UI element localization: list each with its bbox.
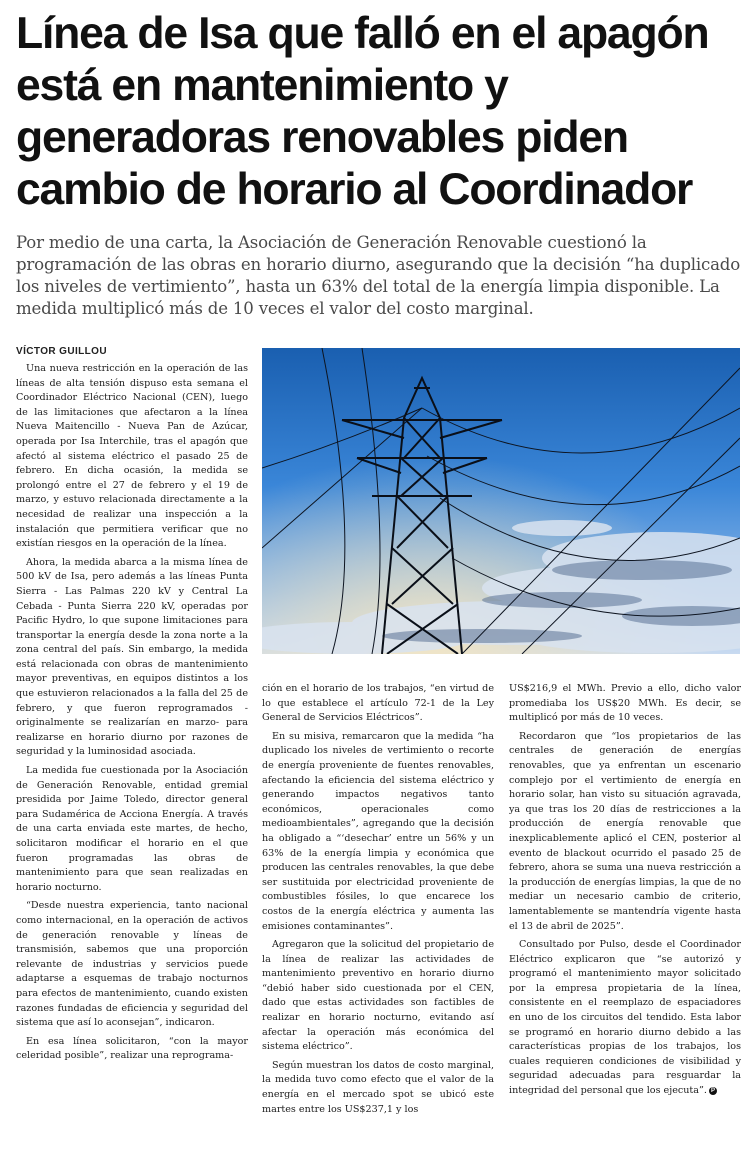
paragraph: US$216,9 el MWh. Previo a ello, dicho valor promediaba los US$20 MWh. Es decir, se multiplicó por más de 10 veces.: [509, 683, 741, 724]
paragraph: Ahora, la medida abarca a la misma línea de 500 kV de Isa, pero además a las líneas Punta Sierra - Las Palmas 220 kV y Central La Cebada - Punta Sierra 220 kV, operadas por Pacific Hydro, lo que supone limitaciones para transportar la energía desde la zona norte a la zona central del país. Sin embargo, la medida está relacionada con obras de mantenimiento mayor preventivas, en equipos distintos a los que estuvieron relacionados a la falla del 25 de febrero, y que fueron reprogramados -originalmente se realizarían en marzo- para realizarse en horario diurno por razones de seguridad y la luminosidad asociada.: [16, 556, 248, 758]
paragraph: “Desde nuestra experiencia, tanto nacional como internacional, en la operación de activos de generación renovable y líneas de transmisión, sabemos que una proporción relevante de industrias y servicios puede adaptarse a esquemas de trabajo nocturnos para efectos de mantenimiento, cuando existen razones fundadas de eficiencia y seguridad del sistema que así lo aconsejan”, indicaron.: [16, 900, 248, 1029]
byline: VÍCTOR GUILLOU: [16, 346, 107, 357]
photo-svg: [262, 348, 740, 654]
paragraph: Según muestran los datos de costo marginal, la medida tuvo como efecto que el valor de la energía en el mercado spot se ubicó este martes entre los US$237,1 y los: [262, 1059, 494, 1115]
paragraph-text: Consultado por Pulso, desde el Coordinador Eléctrico explicaron que “se autorizó y programó el mantenimiento mayor solicitado por la empresa propietaria de la línea, consistente en el reemplazo de espaciadores en uno de los circuitos del tendido. Esta labor se programó en horario diurno debido a las características propias de los trabajos, los cuales requieren condiciones de visibilidad y seguridad adecuadas para resguardar la integridad del personal que los ejecuta”.: [509, 939, 741, 1097]
paragraph: Recordaron que “los propietarios de las centrales de generación de energías renovables, que ya enfrentan un escenario complejo por el vertimiento de energía en horario solar, han visto su situación agravada, ya que tras los 20 días de restricciones a la producción de energía renovable que inexplicablemente aplicó el CEN, posterior al evento de blackout ocurrido el pasado 25 de febrero, ahora se suma una nueva restricción a la producción de energías limpias, la que de no mediar un necesario cambio de criterio, lamentablemente se mantendría vigente hasta el 13 de abril de 2025”.: [509, 730, 741, 932]
transmission-tower-photo: [262, 348, 740, 654]
article-column-2: [262, 682, 494, 1121]
paragraph: La medida fue cuestionada por la Asociación de Generación Renovable, entidad gremial presidida por Jaime Toledo, director general para Sudamérica de Acciona Energía. A través de una carta enviada este martes, de hecho, solicitaron modificar el horario en el que fueron programadas las obras de mantenimiento para que sean realizadas en horario nocturno.: [16, 765, 248, 893]
paragraph: Una nueva restricción en la operación de las líneas de alta tensión dispuso esta semana el Coordinador Eléctrico Nacional (CEN), luego de las limitaciones que afectaron a la línea Nueva Maitencillo - Nueva Pan de Azúcar, operada por Isa Interchile, tras el apagón que afectó al sistema eléctrico el pasado 25 de febrero. En dicha ocasión, la medida se prolongó entre el 27 de febrero y el 19 de marzo, y estuvo relacionada directamente a la necesidad de realizar una inspección a la instalación que permitiera verificar que no existían riesgos en la operación de la línea.: [16, 363, 248, 550]
paragraph: ción en el horario de los trabajos, “en virtud de lo que establece el artículo 72-1 de la Ley General de Servicios Eléctricos”.: [262, 683, 494, 724]
headline: Línea de Isa que falló en el apagón está en mantenimiento y generadoras renovables piden cambio de horario al Coordinador: [16, 9, 709, 214]
article-column-1: [16, 362, 248, 1068]
end-of-article-icon: P: [710, 1087, 715, 1094]
article-column-3: [509, 682, 741, 1103]
paragraph: En su misiva, remarcaron que la medida “ha duplicado los niveles de vertimiento o recorte de energía proveniente de fuentes renovables, afectando la eficiencia del sistema eléctrico y generando impactos negativos tanto económicos, operacionales como medioambientales”, agregando que la decisión ha obligado a “‘desechar’ entre un 56% y un 63% de la energía limpia y económica que producen las centrales renovables, la que debe ser sustituida por electricidad proveniente de combustibles fósiles, lo que encarece los costos de la energía eléctrica y aumenta las emisiones contaminantes”.: [262, 730, 494, 932]
lede: Por medio de una carta, la Asociación de Generación Renovable cuestionó la programación de las obras en horario diurno, asegurando que la decisión “ha duplicado los niveles de vertimiento”, hasta un 63% del total de la energía limpia disponible. La medida multiplicó más de 10 veces el valor del costo marginal.: [16, 233, 740, 318]
paragraph: En esa línea solicitaron, “con la mayor celeridad posible”, realizar una reprograma-: [16, 1035, 248, 1062]
paragraph: [509, 938, 741, 1099]
paragraph: Agregaron que la solicitud del propietario de la línea de realizar las actividades de mantenimiento preventivo en horario diurno “debió haber sido cuestionada por el CEN, dado que estas actividades son factibles de realizar en horario nocturno, evitando así afectar la operación más económica del sistema eléctrico”.: [262, 939, 494, 1053]
